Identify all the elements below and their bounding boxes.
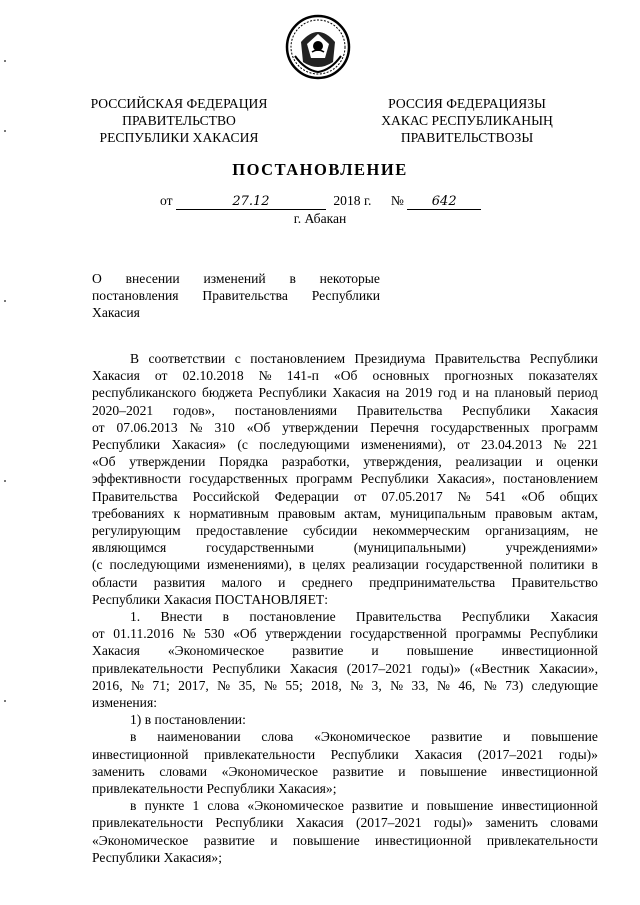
word: Хакасия <box>295 815 344 831</box>
word: повышение <box>426 798 494 814</box>
word: пункте <box>144 798 185 814</box>
word: постановлением <box>503 471 598 487</box>
body-line: Республики Хакасия ПОСТАНОВЛЯЕТ: <box>92 591 328 607</box>
word: (с <box>92 557 103 573</box>
word: внесении <box>125 271 180 286</box>
header-left <box>64 95 294 146</box>
body-line <box>92 797 598 814</box>
word: показателях <box>528 368 598 384</box>
word: 02.10.2018 <box>182 368 244 384</box>
word: от <box>457 437 470 453</box>
word: 01.11.2016 <box>113 626 174 642</box>
word: № <box>258 368 272 384</box>
scan-edge-mark <box>4 700 6 702</box>
word: повышение <box>531 729 598 745</box>
date-prefix: от <box>160 193 173 208</box>
word: «Об <box>246 419 271 435</box>
word: год <box>438 385 457 401</box>
word: Республики <box>258 385 327 401</box>
year-text: 2018 г. <box>333 193 372 208</box>
word: Республики <box>461 609 530 625</box>
word: № <box>457 488 471 504</box>
word: № <box>390 677 404 693</box>
word: 46, <box>458 677 476 693</box>
word: Порядка <box>219 454 269 470</box>
word: Хакасия <box>414 746 463 762</box>
word: государственных <box>189 471 288 487</box>
word: нормативным <box>189 505 269 521</box>
word: «Об <box>92 454 116 470</box>
scan-edge-mark <box>4 300 6 302</box>
word: в <box>591 557 598 573</box>
word: «Экономическое <box>221 763 318 779</box>
word: в <box>289 271 296 286</box>
word: годов», <box>172 402 215 418</box>
word: общих <box>559 488 598 504</box>
body-line <box>92 728 598 745</box>
word: последующими <box>259 437 350 453</box>
word: утверждении <box>282 419 359 435</box>
word: 23.04.2013 <box>480 437 543 453</box>
word: 530 <box>204 626 225 642</box>
body-line: привлекательности Республики Хакасия»; <box>92 781 337 797</box>
word: и <box>462 385 470 401</box>
word: утверждении <box>129 454 206 470</box>
body-line <box>92 419 598 436</box>
word: слова <box>207 798 240 814</box>
word: развитие <box>351 798 404 814</box>
word: актам, <box>561 505 598 521</box>
word: годы)» <box>433 815 473 831</box>
word: заменить <box>92 763 145 779</box>
word: «Экономическое <box>247 798 344 814</box>
body-line <box>92 470 598 487</box>
word: № <box>189 419 203 435</box>
word: и <box>278 574 286 590</box>
word: 2018, <box>311 677 342 693</box>
word: от <box>154 368 168 384</box>
word: актам, <box>344 505 381 521</box>
word: муниципальным <box>389 505 486 521</box>
word: привлекательности <box>486 832 598 848</box>
word: государственной <box>425 557 523 573</box>
word: в <box>130 729 137 745</box>
word: и <box>411 798 419 814</box>
word: Хакасия <box>332 385 381 401</box>
word: 07.05.2017 <box>381 488 443 504</box>
word: годы)» <box>558 746 598 762</box>
word: («Вестник <box>469 660 530 676</box>
word: «Экономическое <box>167 643 265 659</box>
word: постановления <box>92 288 179 303</box>
header-right-line: РОССИЯ ФЕДЕРАЦИЯЗЫ <box>388 96 546 111</box>
body-line: изменения: <box>92 695 157 711</box>
word: О <box>92 271 102 286</box>
word: развитие <box>332 763 384 779</box>
word: в <box>298 557 306 573</box>
word: «Об <box>233 626 257 642</box>
word: и <box>503 729 511 745</box>
word: от <box>353 488 367 504</box>
word: программ <box>541 419 598 435</box>
header-left-line: РОССИЙСКАЯ ФЕДЕРАЦИЯ <box>90 96 268 111</box>
word: требованиях <box>92 505 165 521</box>
coat-of-arms-emblem <box>285 14 351 80</box>
word: малого <box>221 574 262 590</box>
word: 2020–2021 <box>92 402 154 418</box>
word: Хакасия <box>92 643 140 659</box>
word: период <box>557 385 598 401</box>
scan-edge-mark <box>4 60 6 62</box>
header-right-line: ХАКАС РЕСПУБЛИКАНЫҢ <box>381 113 553 128</box>
word: № <box>131 677 144 693</box>
date-line <box>160 193 481 210</box>
word: инвестиционной <box>374 832 472 848</box>
word: утверждении <box>265 626 342 642</box>
word: изменений <box>203 271 266 286</box>
word: 221 <box>577 437 598 453</box>
word: наименовании <box>157 729 241 745</box>
word: 35, <box>238 677 256 693</box>
word: инвестиционной <box>501 798 598 814</box>
word: государственных <box>430 419 530 435</box>
word: повышение <box>406 643 474 659</box>
scan-edge-mark <box>4 130 6 132</box>
word: на <box>475 385 489 401</box>
word: Республики <box>212 660 281 676</box>
word: реализации <box>352 557 419 573</box>
word: Хакасия <box>550 402 598 418</box>
word: регулирующим <box>92 523 181 539</box>
word: развитие <box>431 729 483 745</box>
word: соответствии <box>148 351 226 366</box>
word: Республики <box>92 437 161 453</box>
body-line <box>92 642 598 659</box>
word: и <box>371 643 379 659</box>
word: Республики <box>330 746 399 762</box>
body-line <box>92 660 598 677</box>
word: не <box>584 523 598 539</box>
word: развитие <box>292 643 344 659</box>
word: к <box>173 505 181 521</box>
word: повышение <box>420 763 487 779</box>
word: субсидии <box>303 523 358 539</box>
word: следующие <box>531 677 598 693</box>
word: Правительства <box>92 488 178 504</box>
word: словами <box>550 815 598 831</box>
word: № <box>483 677 497 693</box>
handwritten-number: 642 <box>407 194 481 210</box>
document-body <box>92 350 598 866</box>
word: являющимся <box>92 540 167 556</box>
word: области <box>92 574 138 590</box>
word: Хакасия <box>92 368 140 384</box>
word: Президиума <box>354 351 426 366</box>
word: государственными <box>206 540 314 556</box>
word: Внести <box>160 609 203 625</box>
word: Республики <box>311 288 380 303</box>
word: «Об <box>333 368 358 384</box>
word: № <box>182 626 196 642</box>
body-line <box>92 608 598 625</box>
number-sign: № <box>390 193 404 208</box>
body-line <box>92 746 598 763</box>
word: Хакасии», <box>538 660 598 676</box>
word: целях <box>312 557 346 573</box>
word: программы <box>455 626 522 642</box>
word: в <box>222 609 230 625</box>
word: повышение <box>292 832 360 848</box>
city: г. Абакан <box>293 211 347 226</box>
word: от <box>92 626 105 642</box>
body-line <box>92 384 598 401</box>
word: В <box>130 351 140 366</box>
body-line <box>92 677 598 694</box>
word: «Об <box>521 488 545 504</box>
word: Республики <box>529 626 598 642</box>
word: 33, <box>411 677 429 693</box>
word: 3, <box>371 677 382 693</box>
word: Правительства <box>434 351 521 366</box>
body-line <box>92 625 598 642</box>
word: инвестиционной <box>92 746 189 762</box>
word: привлекательности <box>92 660 204 676</box>
word: 141-п <box>286 368 319 384</box>
word: № <box>553 437 567 453</box>
word: Правительства <box>355 609 442 625</box>
word: (с <box>237 437 248 453</box>
word: Хакасия <box>550 609 598 625</box>
word: инвестиционной <box>501 763 598 779</box>
word: 2017, <box>178 677 209 693</box>
word: 1 <box>192 798 200 814</box>
body-line <box>92 814 598 831</box>
word: заменить <box>485 815 538 831</box>
word: в <box>130 798 137 814</box>
word: от <box>92 419 105 435</box>
word: изменениями), <box>360 437 446 453</box>
word: (муниципальными) <box>353 540 466 556</box>
word: изменениями), <box>206 557 292 573</box>
header-left-line: РЕСПУБЛИКИ ХАКАСИЯ <box>99 130 259 145</box>
word: правовым <box>277 505 336 521</box>
word: бюджета <box>201 385 253 401</box>
word: программ <box>296 471 353 487</box>
word: Республики <box>215 815 284 831</box>
word: Правительства <box>202 288 288 303</box>
word: предоставление <box>195 523 288 539</box>
word: постановление <box>249 609 336 625</box>
scan-edge-mark <box>4 480 6 482</box>
body-line <box>92 350 598 367</box>
word: среднего <box>301 574 353 590</box>
word: Перечня <box>370 419 419 435</box>
body-line <box>92 402 598 419</box>
word: 2019 <box>405 385 433 401</box>
word: государственной <box>349 626 447 642</box>
word: № <box>263 677 277 693</box>
word: «Экономическое <box>92 832 189 848</box>
document-subject <box>92 270 380 321</box>
header-right-line: ПРАВИТЕЛЬСТВОЗЫ <box>400 130 534 145</box>
word: политики <box>529 557 585 573</box>
word: Хакасия» <box>171 437 227 453</box>
word: № <box>436 677 450 693</box>
word: и <box>535 454 543 470</box>
word: прогнозных <box>444 368 514 384</box>
body-line <box>92 436 598 453</box>
header-left-line: ПРАВИТЕЛЬСТВО <box>122 113 236 128</box>
body-line <box>92 488 598 505</box>
word: «Экономическое <box>314 729 411 745</box>
word: эффективности <box>92 471 182 487</box>
word: постановлением <box>250 351 346 366</box>
word: словами <box>159 763 208 779</box>
word: реализации <box>455 454 522 470</box>
body-line <box>92 367 598 384</box>
subject-line: Хакасия <box>92 305 140 320</box>
word: привлекательности <box>204 746 316 762</box>
word: № <box>217 677 231 693</box>
word: Республики <box>360 471 429 487</box>
body-line <box>92 574 598 591</box>
word: Федерации <box>274 488 339 504</box>
handwritten-date: 27.12 <box>176 194 326 210</box>
body-line <box>92 763 598 780</box>
word: (2017–2021 <box>355 815 422 831</box>
body-line: 1) в постановлении: <box>130 712 246 728</box>
word: учреждениями» <box>505 540 598 556</box>
word: развития <box>153 574 206 590</box>
body-line <box>92 832 598 849</box>
word: плановый <box>494 385 552 401</box>
word: Правительства <box>356 402 443 418</box>
word: и <box>270 832 278 848</box>
word: (2017–2021 <box>346 660 413 676</box>
word: слова <box>261 729 294 745</box>
word: правовым <box>494 505 553 521</box>
word: 541 <box>485 488 507 504</box>
word: основных <box>372 368 430 384</box>
word: 71; <box>152 677 170 693</box>
subject-line <box>92 270 380 287</box>
word: развитие <box>203 832 255 848</box>
word: с <box>234 351 241 366</box>
word: № <box>350 677 364 693</box>
subject-line <box>92 287 380 304</box>
word: на <box>386 385 400 401</box>
body-line <box>92 453 598 470</box>
body-line <box>92 522 598 539</box>
word: Хакасия <box>289 660 338 676</box>
body-line: Республики Хакасия»; <box>92 849 223 865</box>
word: разработки, <box>281 454 350 470</box>
body-line <box>92 556 598 573</box>
word: и <box>398 763 406 779</box>
word: Российской <box>192 488 260 504</box>
word: 310 <box>214 419 235 435</box>
word: 1. <box>130 609 141 625</box>
word: Хакасия», <box>436 471 495 487</box>
word: последующими <box>109 557 201 573</box>
word: (2017–2021 <box>477 746 544 762</box>
word: утверждения, <box>363 454 442 470</box>
word: организациям, <box>485 523 570 539</box>
word: 55; <box>285 677 303 693</box>
word: 07.06.2013 <box>116 419 178 435</box>
word: Республики <box>529 351 598 366</box>
word: 2016, <box>92 677 123 693</box>
header-right <box>352 95 582 146</box>
body-line <box>92 505 598 522</box>
word: привлекательности <box>92 815 204 831</box>
word: постановлениями <box>234 402 338 418</box>
word: годы)» <box>421 660 461 676</box>
body-line <box>92 539 598 556</box>
word: предпринимательства <box>369 574 496 590</box>
word: республиканского <box>92 385 197 401</box>
word: оценки <box>556 454 598 470</box>
word: некоммерческим <box>372 523 470 539</box>
word: 73) <box>505 677 524 693</box>
document-type-title: ПОСТАНОВЛЕНИЕ <box>232 160 408 179</box>
word: инвестиционной <box>501 643 598 659</box>
word: Республики <box>462 402 531 418</box>
word: Правительство <box>511 574 598 590</box>
word: некоторые <box>319 271 380 286</box>
